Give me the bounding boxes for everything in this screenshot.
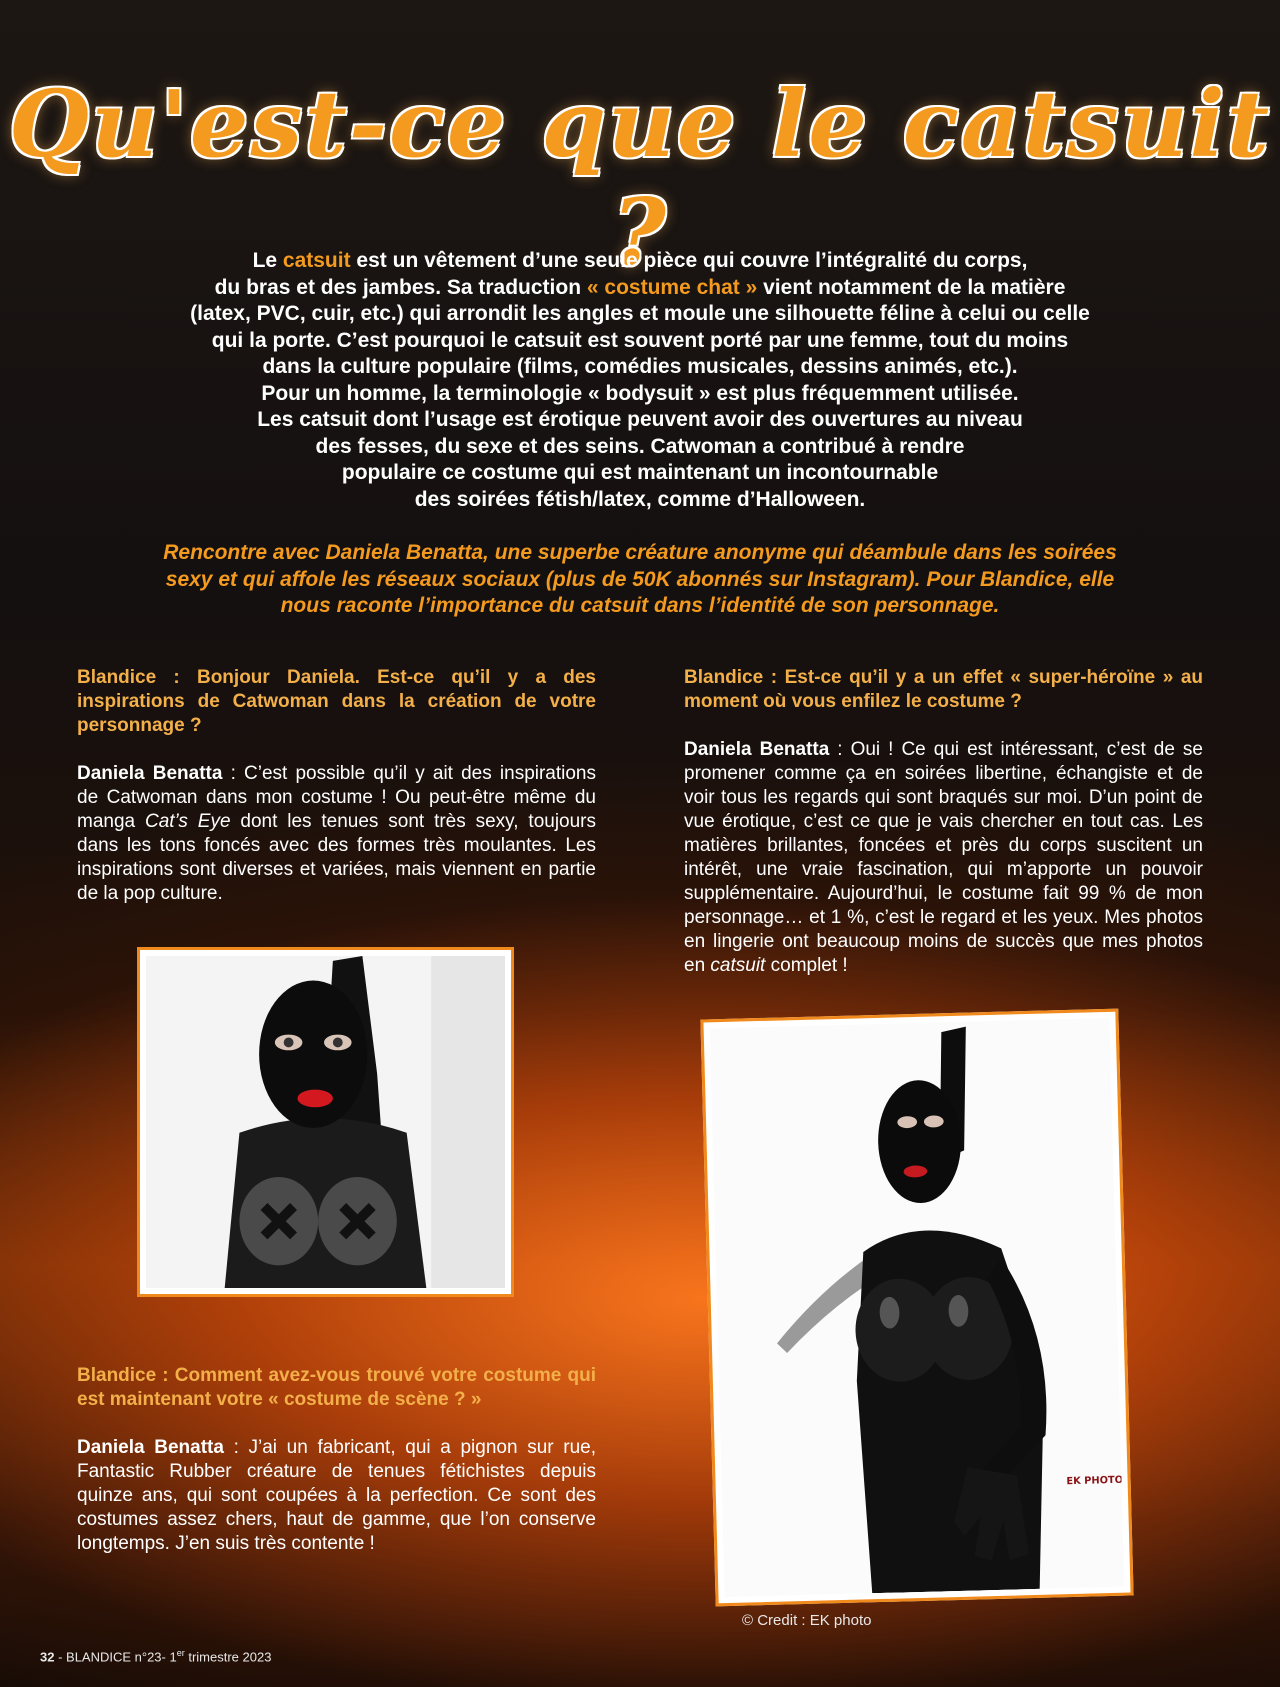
page-folio: 32 - BLANDICE n°23- 1er trimestre 2023 — [40, 1648, 272, 1665]
intro-line: qui la porte. C’est pourquoi le catsuit est souvent porté par une femme, tout du moins — [211, 328, 1069, 352]
qa-block-3 — [684, 666, 1203, 978]
photo-frame-right — [700, 1009, 1133, 1607]
answer-3: Daniela Benatta : Oui ! Ce qui est intéressant, c’est de se promener comme ça en soirées libertine, échangiste et de voir tous les regards qui sont braqués sur moi. D’un point de vue érotique, c’est ce que je vais chercher en tout cas. Les matières brillantes, foncées et près du corps suscitent un intérêt, une vraie fascination, qui m’apporte un pouvoir supplémentaire. Aujourd’hui, le costume fait 99 % de mon personnage… et 1 %, c’est le regard et les yeux. Mes photos en lingerie ont beaucoup moins de succès que mes photos en catsuit complet ! — [684, 739, 1203, 976]
intro-line: du bras et des jambes. Sa traduction « costume chat » vient notamment de la matière — [214, 275, 1066, 299]
photo-latex-mask-portrait — [146, 956, 505, 1288]
question-1: Blandice : Bonjour Daniela. Est-ce qu’il y a des inspirations de Catwoman dans la création de votre personnage ? — [77, 667, 596, 736]
lead-paragraph — [80, 540, 1200, 620]
qa-block-1 — [77, 666, 596, 906]
intro-line: populaire ce costume qui est maintenant un incontournable — [341, 461, 939, 484]
photo-latex-catsuit-full — [710, 1018, 1125, 1597]
highlight-costume-chat: « costume chat » — [586, 275, 758, 299]
intro-line: Le catsuit est un vêtement d’une seule pièce qui couvre l’intégralité du corps, — [252, 249, 1028, 272]
intro-line: des fesses, du sexe et des seins. Catwoman a contribué à rendre — [315, 434, 965, 458]
highlight-catsuit: catsuit — [282, 249, 351, 272]
question-3: Blandice : Est-ce qu’il y a un effet « super-héroïne » au moment où vous enfilez le costume ? — [684, 667, 1203, 712]
photo-frame-left — [137, 947, 514, 1297]
intro-line: dans la culture populaire (films, comédies musicales, dessins animés, etc.). — [262, 355, 1018, 378]
intro-paragraph — [110, 248, 1170, 513]
question-2: Blandice : Comment avez-vous trouvé votre costume qui est maintenant votre « costume de scène ? » — [77, 1365, 596, 1410]
lead-line: nous raconte l’importance du catsuit dans l’identité de son personnage. — [280, 594, 1000, 617]
lead-line: sexy et qui affole les réseaux sociaux (plus de 50K abonnés sur Instagram). Pour Blandice, elle — [165, 567, 1115, 591]
lead-line: Rencontre avec Daniela Benatta, une superbe créature anonyme qui déambule dans les soirées — [163, 541, 1117, 564]
intro-line: (latex, PVC, cuir, etc.) qui arrondit les angles et moule une silhouette féline à celui ou celle — [190, 302, 1090, 325]
answer-1: Daniela Benatta : C’est possible qu’il y ait des inspirations de Catwoman dans mon costume ! Ou peut-être même du manga Cat’s Eye dont les tenues sont très sexy, toujours dans les tons foncés avec des formes très moulantes. Les inspirations sont diverses et variées, mais viennent en partie de la pop culture. — [77, 763, 597, 904]
answer-2: Daniela Benatta : J’ai un fabricant, qui a pignon sur rue, Fantastic Rubber créature de tenues fétichistes depuis quinze ans, qui sont coupées à la perfection. Ce sont des costumes assez chers, haut de gamme, que l’on conserve longtemps. J’en suis très contente ! — [77, 1437, 596, 1554]
intro-line: Les catsuit dont l’usage est érotique peuvent avoir des ouvertures au niveau — [257, 408, 1023, 431]
photo-logo: EK PHOTO — [1066, 1474, 1124, 1488]
qa-block-2 — [77, 1364, 596, 1556]
intro-line: des soirées fétish/latex, comme d’Halloween. — [414, 487, 866, 511]
photo-credit: © Credit : EK photo — [742, 1612, 872, 1629]
page-title: Qu'est-ce que le catsuit ? — [8, 70, 1272, 286]
intro-line: Pour un homme, la terminologie « bodysuit » est plus fréquemment utilisée. — [261, 381, 1019, 405]
